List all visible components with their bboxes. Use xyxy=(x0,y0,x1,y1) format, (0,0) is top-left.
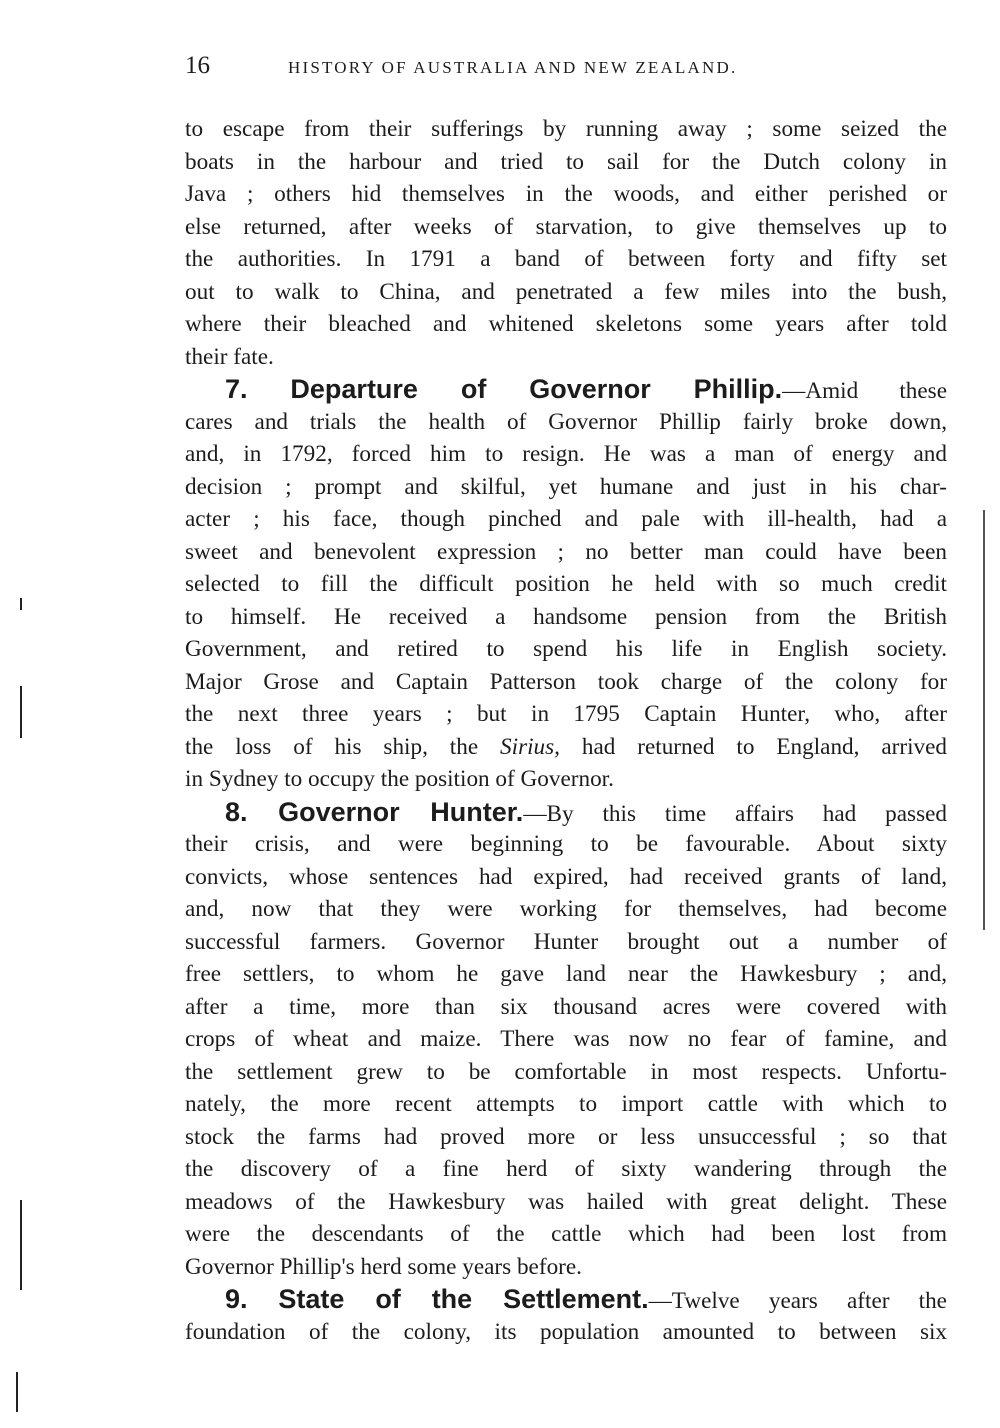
line-text: successful farmers. Governor Hunter brought out a number of xyxy=(185,928,947,955)
body-text xyxy=(185,113,947,1348)
text-line xyxy=(185,471,947,504)
line-text: —Twelve years after the xyxy=(648,1288,947,1314)
text-line xyxy=(185,406,947,439)
line-text: Governor Phillip's herd some years before. xyxy=(185,1253,582,1280)
running-title: HISTORY OF AUSTRALIA AND NEW ZEALAND. xyxy=(288,58,738,77)
line-text: foundation of the colony, its population amounted to between six xyxy=(185,1318,947,1345)
text-line xyxy=(185,1251,947,1284)
line-text: decision ; prompt and skilful, yet humane and just in his char- xyxy=(185,473,947,500)
text-line xyxy=(185,536,947,569)
ship-name: Sirius, xyxy=(500,733,560,760)
text-line xyxy=(185,243,947,276)
line-text-continued: had returned to England, arrived xyxy=(559,733,947,760)
text-line xyxy=(185,1121,947,1154)
text-line xyxy=(185,926,947,959)
text-line xyxy=(185,763,947,796)
line-text: else returned, after weeks of starvation, to give themselves up to xyxy=(185,213,947,240)
text-line xyxy=(185,731,947,764)
margin-line xyxy=(983,510,985,930)
line-text: boats in the harbour and tried to sail for the Dutch colony in xyxy=(185,148,947,175)
line-text: the next three years ; but in 1795 Captain Hunter, who, after xyxy=(185,701,947,727)
section-heading: 9. State of the Settlement. xyxy=(225,1284,649,1314)
text-line xyxy=(185,1153,947,1186)
text-line xyxy=(185,1088,947,1121)
text-line xyxy=(185,308,947,341)
line-text: crops of wheat and maize. There was now no fear of famine, and xyxy=(185,1026,947,1052)
text-line xyxy=(185,698,947,731)
text-line xyxy=(185,1218,947,1251)
text-line xyxy=(185,146,947,179)
line-text: selected to fill the difficult position he held with so much credit xyxy=(185,571,947,597)
section-heading-line xyxy=(185,796,947,829)
text-line xyxy=(185,991,947,1024)
text-line xyxy=(185,1023,947,1056)
text-line xyxy=(185,178,947,211)
line-text: stock the farms had proved more or less unsuccessful ; so that xyxy=(185,1123,947,1150)
line-text: the settlement grew to be comfortable in most respects. Unfortu- xyxy=(185,1058,947,1085)
line-text: the loss of his ship, the xyxy=(185,733,501,760)
binding-mark xyxy=(16,1372,18,1412)
line-text: where their bleached and whitened skeletons some years after told xyxy=(185,311,947,337)
line-text: Government, and retired to spend his life in English society. xyxy=(185,636,947,662)
section-heading-line xyxy=(185,1283,947,1316)
line-text: nately, the more recent attempts to import cattle with which to xyxy=(185,1091,947,1117)
line-text: were the descendants of the cattle which had been lost from xyxy=(185,1221,947,1247)
line-text: sweet and benevolent expression ; no better man could have been xyxy=(185,538,947,565)
section-heading: 7. Departure of Governor Phillip. xyxy=(225,374,783,404)
line-text: out to walk to China, and penetrated a few miles into the bush, xyxy=(185,278,947,305)
text-line xyxy=(185,503,947,536)
text-line xyxy=(185,601,947,634)
text-line xyxy=(185,568,947,601)
line-text: the authorities. In 1791 a band of between forty and fifty set xyxy=(185,246,947,272)
text-line xyxy=(185,1316,947,1349)
text-line xyxy=(185,341,947,374)
section-heading: 8. Governor Hunter. xyxy=(225,796,524,827)
line-text: —By this time affairs had passed xyxy=(523,800,947,827)
page-header xyxy=(185,52,947,88)
text-line xyxy=(185,861,947,894)
text-line xyxy=(185,438,947,471)
line-text: acter ; his face, though pinched and pale with ill-health, had a xyxy=(185,506,947,532)
line-text: the discovery of a fine herd of sixty wandering through the xyxy=(185,1156,947,1182)
text-line xyxy=(185,958,947,991)
section-heading-line xyxy=(185,373,947,406)
line-text: Java ; others hid themselves in the woods, and either perished or xyxy=(185,181,947,207)
line-text: their fate. xyxy=(185,343,274,370)
text-line xyxy=(185,113,947,146)
text-line xyxy=(185,1186,947,1219)
line-text: cares and trials the health of Governor Phillip fairly broke down, xyxy=(185,408,947,435)
line-text: —Amid these xyxy=(782,378,947,404)
line-text: to himself. He received a handsome pension from the British xyxy=(185,603,947,630)
binding-mark xyxy=(20,686,22,738)
binding-mark xyxy=(20,1200,22,1290)
text-line xyxy=(185,1056,947,1089)
line-text: their crisis, and were beginning to be favourable. About sixty xyxy=(185,831,947,857)
line-text: Major Grose and Captain Patterson took charge of the colony for xyxy=(185,668,947,695)
line-text: and, now that they were working for themselves, had become xyxy=(185,896,947,922)
line-text: and, in 1792, forced him to resign. He was a man of energy and xyxy=(185,441,947,467)
binding-mark xyxy=(20,598,22,610)
line-text: meadows of the Hawkesbury was hailed with great delight. These xyxy=(185,1188,947,1215)
text-line xyxy=(185,276,947,309)
text-line xyxy=(185,666,947,699)
text-line xyxy=(185,633,947,666)
line-text: to escape from their sufferings by running away ; some seized the xyxy=(185,116,947,142)
text-line xyxy=(185,828,947,861)
page-number: 16 xyxy=(185,52,210,79)
line-text: after a time, more than six thousand acres were covered with xyxy=(185,993,947,1020)
line-text: in Sydney to occupy the position of Governor. xyxy=(185,766,614,792)
line-text: free settlers, to whom he gave land near the Hawkesbury ; and, xyxy=(185,961,947,987)
text-line xyxy=(185,211,947,244)
line-text: convicts, whose sentences had expired, had received grants of land, xyxy=(185,863,947,890)
text-line xyxy=(185,893,947,926)
